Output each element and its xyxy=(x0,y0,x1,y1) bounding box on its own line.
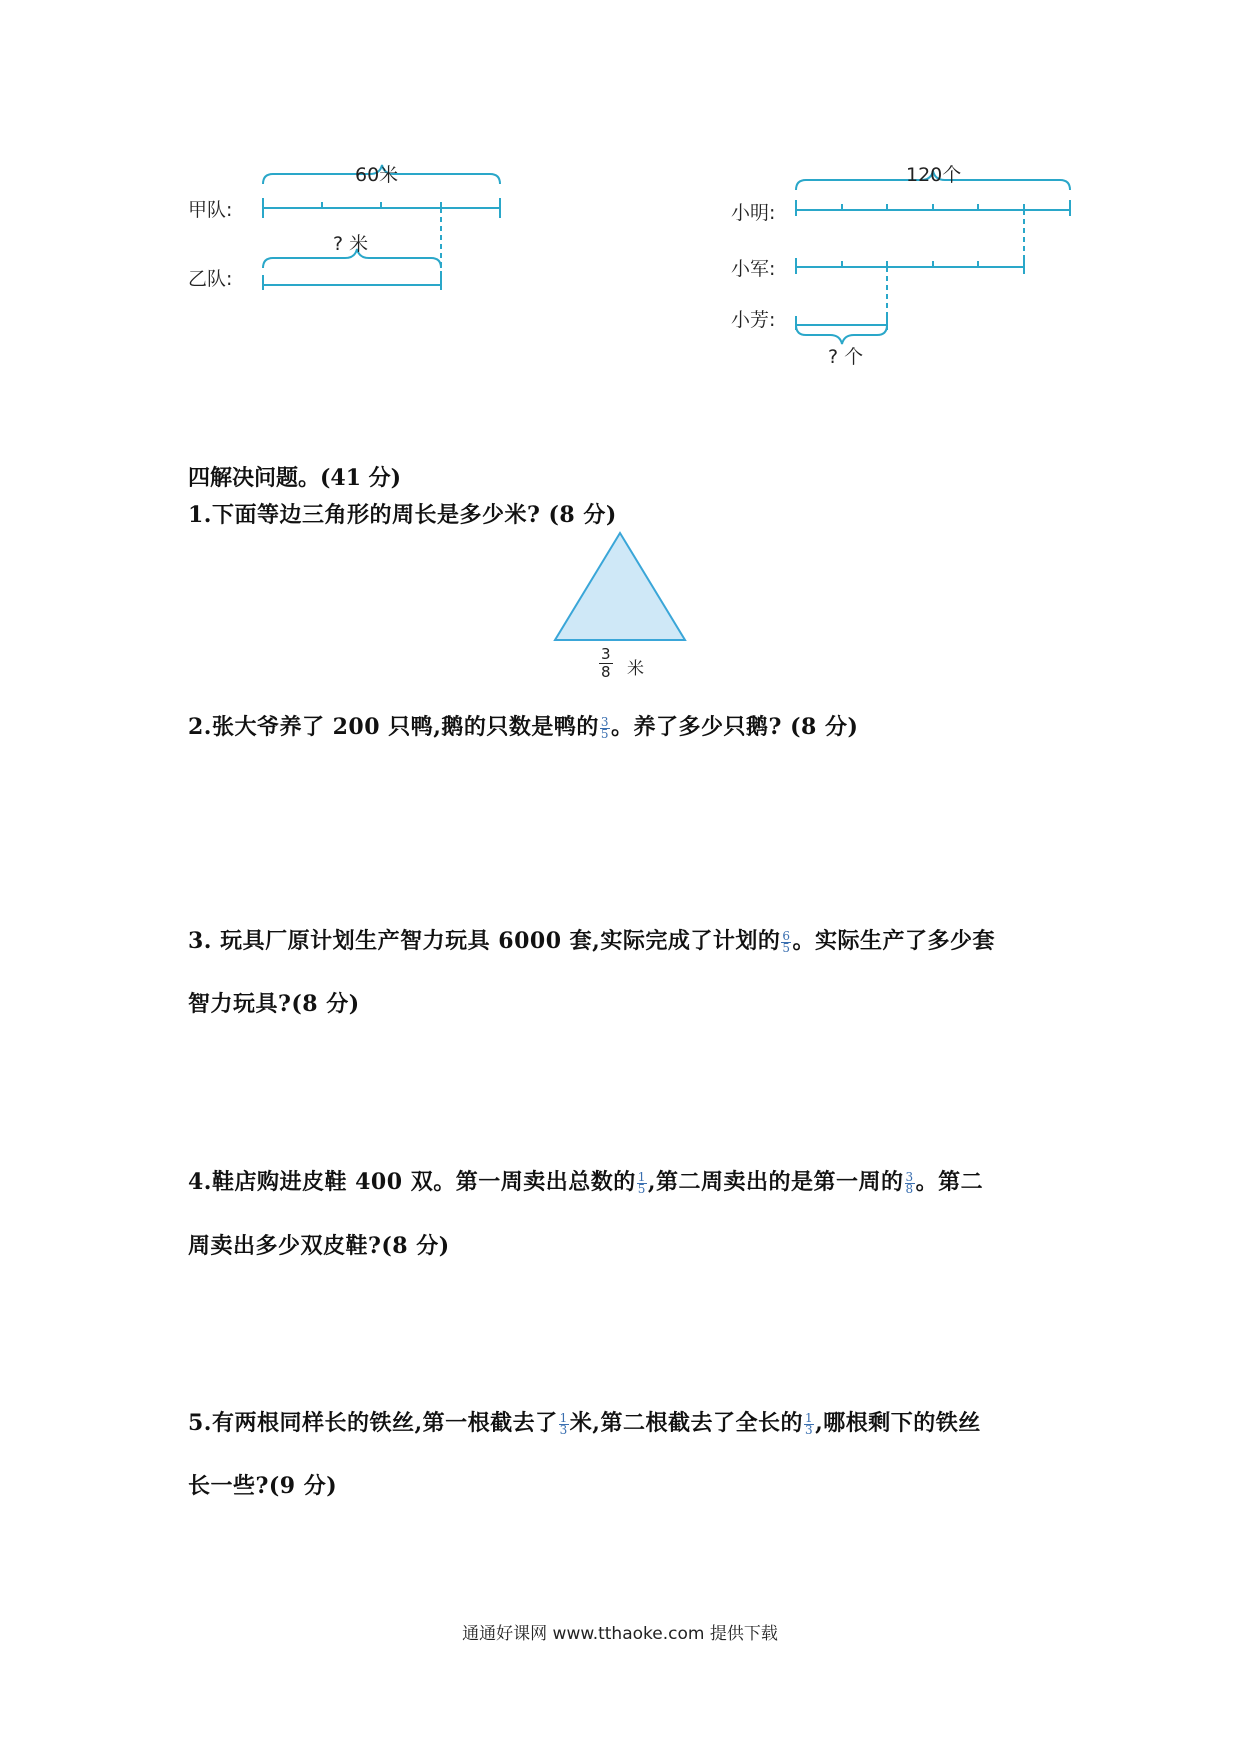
diagram-right-graphics xyxy=(796,171,1070,344)
label-xiaojun: 小军: xyxy=(731,258,776,280)
question-5: 5.有两根同样长的铁丝,第一根截去了 $\frac{1}{3}$ 米,第二根截去了全长的 $\frac{1}{3}$ ,哪根剩下的铁丝 xyxy=(188,1410,981,1437)
label-total-60m: 60米 xyxy=(355,164,399,186)
question-3: 3. 玩具厂原计划生产智力玩具 6000 套,实际完成了计划的 $\frac{6}{5}$ 。实际生产了多少套 xyxy=(188,928,995,955)
triangle-side-unit: 米 xyxy=(627,659,644,679)
question-4: 4.鞋店购进皮鞋 400 双。第一周卖出总数的 $\frac{1}{5}$ ,第二周卖出的是第一周的 $\frac{3}{8}$ 。第二 xyxy=(188,1169,984,1196)
label-xiaofang: 小芳: xyxy=(731,309,776,331)
label-yi-dui: 乙队: xyxy=(188,268,233,290)
fraction-q4-b: $\frac{3}{8}$ xyxy=(905,1169,914,1196)
label-xiaoming: 小明: xyxy=(731,202,776,224)
question-1: 1.下面等边三角形的周长是多少米? (8 分) xyxy=(188,502,617,528)
fraction-q2: $\frac{3}{5}$ xyxy=(600,714,610,741)
fraction-q5-a: $\frac{1}{3}$ xyxy=(559,1410,568,1437)
question-2: 2.张大爷养了 200 只鸭,鹅的只数是鸭的 $\frac{3}{5}$ 。养了多少只鹅? (8 分) xyxy=(188,714,859,741)
question-5-line2: 长一些?(9 分) xyxy=(188,1473,338,1499)
question-3-line2: 智力玩具?(8 分) xyxy=(188,991,360,1017)
label-question-count: ? 个 xyxy=(828,346,864,368)
label-question-meters: ? 米 xyxy=(333,233,369,255)
footer-source: 通通好课网 www.tthaoke.com 提供下载 xyxy=(462,1624,778,1644)
fraction-q4-a: $\frac{1}{5}$ xyxy=(637,1169,646,1196)
equilateral-triangle xyxy=(550,528,690,648)
fraction-q3: $\frac{6}{5}$ xyxy=(782,928,791,955)
label-jia-dui: 甲队: xyxy=(188,199,233,221)
label-total-120: 120个 xyxy=(906,164,962,186)
section-title: 四解决问题。(41 分) xyxy=(188,465,402,491)
question-4-line2: 周卖出多少双皮鞋?(8 分) xyxy=(188,1233,450,1259)
fraction-q5-b: $\frac{1}{3}$ xyxy=(804,1410,814,1437)
triangle-side-fraction: $\frac{3}{8}$ xyxy=(601,645,611,681)
segment-diagrams xyxy=(0,0,1240,400)
